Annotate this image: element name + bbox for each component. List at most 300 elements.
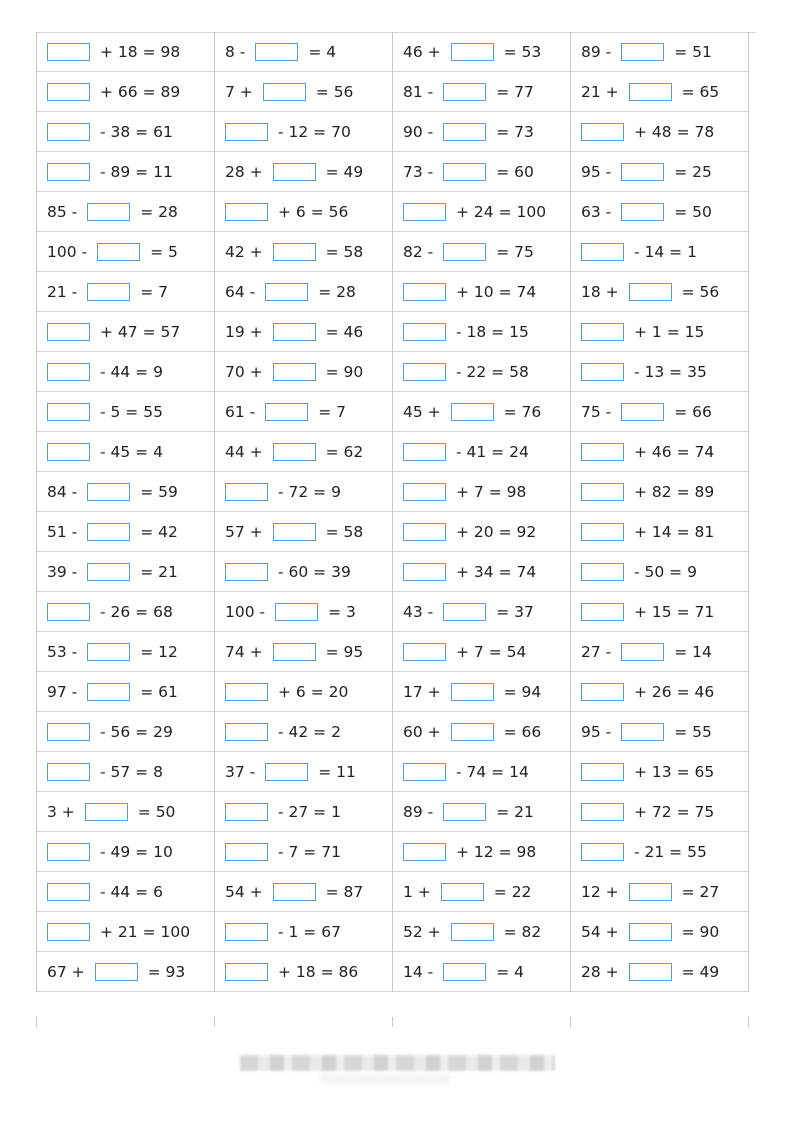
answer-box[interactable]	[403, 523, 446, 541]
answer-box[interactable]	[87, 563, 130, 581]
problem-cell	[571, 272, 749, 312]
answer-box[interactable]	[581, 843, 624, 861]
problem-prefix: 14 -	[403, 962, 434, 981]
answer-box[interactable]	[581, 243, 624, 261]
problem-suffix: = 82	[503, 922, 542, 941]
problem-suffix: = 58	[325, 522, 364, 541]
answer-box[interactable]	[87, 283, 130, 301]
problem-prefix: 28 +	[225, 162, 263, 181]
problem-prefix: 100 -	[225, 602, 266, 621]
answer-box[interactable]	[403, 763, 446, 781]
answer-box[interactable]	[85, 803, 128, 821]
problem-suffix: + 48 = 78	[634, 122, 715, 141]
answer-box[interactable]	[403, 843, 446, 861]
problem-suffix: = 59	[140, 482, 178, 501]
problem-cell	[37, 192, 215, 232]
answer-box[interactable]	[273, 443, 316, 461]
answer-box[interactable]	[225, 683, 268, 701]
problem-suffix: = 22	[493, 882, 532, 901]
answer-box[interactable]	[451, 923, 494, 941]
problem-cell	[37, 272, 215, 312]
problem-cell	[215, 352, 393, 392]
problem-cell	[37, 592, 215, 632]
answer-box[interactable]	[581, 523, 624, 541]
problem-prefix: 60 +	[403, 722, 441, 741]
problem-cell	[215, 472, 393, 512]
problem-cell	[37, 32, 215, 72]
problem-suffix: = 73	[496, 122, 534, 141]
answer-box[interactable]	[443, 603, 486, 621]
problem-suffix: - 42 = 2	[278, 722, 341, 741]
problem-cell	[37, 552, 215, 592]
answer-box[interactable]	[403, 563, 446, 581]
problem-suffix: - 5 = 55	[100, 402, 163, 421]
answer-box[interactable]	[275, 603, 318, 621]
answer-box[interactable]	[443, 83, 486, 101]
answer-box[interactable]	[225, 723, 268, 741]
problem-suffix: + 15 = 71	[634, 602, 715, 621]
answer-box[interactable]	[225, 563, 268, 581]
problem-cell	[37, 72, 215, 112]
problem-prefix: 82 -	[403, 242, 434, 261]
problem-cell	[393, 952, 571, 992]
problem-suffix: = 46	[325, 322, 364, 341]
answer-box[interactable]	[47, 843, 90, 861]
problem-cell	[37, 352, 215, 392]
problem-suffix: - 38 = 61	[100, 122, 173, 141]
answer-box[interactable]	[403, 283, 446, 301]
problem-cell	[215, 272, 393, 312]
problem-prefix: 28 +	[581, 962, 619, 981]
tail-col	[571, 1017, 749, 1027]
problem-cell	[215, 752, 393, 792]
problem-cell	[393, 832, 571, 872]
problem-suffix: = 37	[496, 602, 534, 621]
problem-prefix: 84 -	[47, 482, 78, 501]
problem-suffix: = 42	[140, 522, 178, 541]
problem-prefix: 52 +	[403, 922, 441, 941]
problem-prefix: 90 -	[403, 122, 434, 141]
problem-prefix: 81 -	[403, 82, 434, 101]
problem-suffix: - 27 = 1	[278, 802, 341, 821]
answer-box[interactable]	[621, 403, 664, 421]
problem-suffix: = 90	[325, 362, 364, 381]
answer-box[interactable]	[403, 643, 446, 661]
problem-cell	[393, 552, 571, 592]
answer-box[interactable]	[581, 603, 624, 621]
problem-suffix: = 56	[315, 82, 354, 101]
problem-cell	[393, 472, 571, 512]
problem-cell	[37, 312, 215, 352]
answer-box[interactable]	[451, 403, 494, 421]
problem-cell	[393, 392, 571, 432]
answer-box[interactable]	[87, 483, 130, 501]
answer-box[interactable]	[581, 323, 624, 341]
tail-col	[37, 1017, 215, 1027]
problem-cell	[393, 72, 571, 112]
answer-box[interactable]	[225, 483, 268, 501]
answer-box[interactable]	[581, 763, 624, 781]
problem-cell	[571, 72, 749, 112]
problem-suffix: + 18 = 98	[100, 42, 181, 61]
problem-suffix: = 21	[496, 802, 534, 821]
blurred-watermark-shadow	[320, 1074, 450, 1084]
problem-cell	[215, 792, 393, 832]
answer-box[interactable]	[47, 163, 90, 181]
grid-continuation	[36, 1017, 749, 1027]
problem-suffix: + 1 = 15	[634, 322, 705, 341]
problem-cell	[571, 232, 749, 272]
problem-suffix: + 47 = 57	[100, 322, 181, 341]
answer-box[interactable]	[273, 163, 316, 181]
answer-box[interactable]	[265, 403, 308, 421]
problem-suffix: - 13 = 35	[634, 362, 707, 381]
problem-suffix: - 12 = 70	[278, 122, 351, 141]
problem-prefix: 39 -	[47, 562, 78, 581]
problem-prefix: 37 -	[225, 762, 256, 781]
problem-cell	[37, 952, 215, 992]
problem-suffix: + 10 = 74	[456, 282, 537, 301]
answer-box[interactable]	[225, 923, 268, 941]
problem-suffix: = 53	[503, 42, 542, 61]
answer-box[interactable]	[87, 203, 130, 221]
problem-suffix: = 5	[150, 242, 178, 261]
worksheet	[36, 32, 748, 992]
answer-box[interactable]	[47, 323, 90, 341]
problem-prefix: 21 +	[581, 82, 619, 101]
problem-cell	[215, 952, 393, 992]
problem-suffix: + 21 = 100	[100, 922, 191, 941]
answer-box[interactable]	[47, 123, 90, 141]
problem-suffix: - 50 = 9	[634, 562, 697, 581]
problem-prefix: 89 -	[581, 42, 612, 61]
answer-box[interactable]	[47, 763, 90, 781]
answer-box[interactable]	[47, 723, 90, 741]
problem-suffix: = 12	[140, 642, 178, 661]
answer-box[interactable]	[629, 283, 672, 301]
problem-cell	[571, 152, 749, 192]
problem-suffix: - 72 = 9	[278, 482, 341, 501]
answer-box[interactable]	[621, 723, 664, 741]
problem-cell	[393, 232, 571, 272]
problem-suffix: = 87	[325, 882, 364, 901]
problem-cell	[37, 912, 215, 952]
problem-suffix: - 22 = 58	[456, 362, 529, 381]
problem-cell	[571, 712, 749, 752]
problem-suffix: = 50	[137, 802, 176, 821]
problem-cell	[215, 72, 393, 112]
answer-box[interactable]	[265, 283, 308, 301]
answer-box[interactable]	[255, 43, 298, 61]
problem-suffix: = 25	[674, 162, 712, 181]
problem-suffix: + 7 = 54	[456, 642, 527, 661]
answer-box[interactable]	[97, 243, 140, 261]
problem-cell	[393, 632, 571, 672]
problem-cell	[393, 712, 571, 752]
answer-box[interactable]	[629, 883, 672, 901]
problem-suffix: - 41 = 24	[456, 442, 529, 461]
problem-cell	[393, 352, 571, 392]
answer-box[interactable]	[87, 683, 130, 701]
problem-suffix: = 90	[681, 922, 720, 941]
answer-box[interactable]	[263, 83, 306, 101]
problem-suffix: = 49	[325, 162, 364, 181]
answer-box[interactable]	[403, 203, 446, 221]
problem-suffix: - 74 = 14	[456, 762, 529, 781]
problem-prefix: 7 +	[225, 82, 253, 101]
problem-suffix: = 66	[503, 722, 542, 741]
problem-suffix: - 7 = 71	[278, 842, 341, 861]
problem-suffix: = 4	[496, 962, 525, 981]
problem-suffix: + 34 = 74	[456, 562, 537, 581]
problem-suffix: = 27	[681, 882, 720, 901]
problem-prefix: 17 +	[403, 682, 441, 701]
answer-box[interactable]	[403, 483, 446, 501]
problem-cell	[37, 752, 215, 792]
problem-suffix: = 76	[503, 402, 542, 421]
answer-box[interactable]	[47, 923, 90, 941]
answer-box[interactable]	[621, 163, 664, 181]
blurred-watermark	[240, 1055, 555, 1071]
problem-suffix: = 7	[318, 402, 347, 421]
answer-box[interactable]	[225, 843, 268, 861]
problem-cell	[393, 432, 571, 472]
problem-cell	[393, 152, 571, 192]
answer-box[interactable]	[581, 803, 624, 821]
problem-cell	[215, 552, 393, 592]
problem-cell	[393, 512, 571, 552]
problem-cell	[215, 672, 393, 712]
answer-box[interactable]	[403, 363, 446, 381]
problem-cell	[215, 832, 393, 872]
problem-suffix: - 44 = 6	[100, 882, 163, 901]
problem-prefix: 67 +	[47, 962, 85, 981]
answer-box[interactable]	[443, 803, 486, 821]
problem-prefix: 44 +	[225, 442, 263, 461]
problem-cell	[571, 952, 749, 992]
answer-box[interactable]	[95, 963, 138, 981]
answer-box[interactable]	[87, 643, 130, 661]
problem-suffix: + 12 = 98	[456, 842, 537, 861]
problem-suffix: = 58	[325, 242, 364, 261]
problem-suffix: = 49	[681, 962, 720, 981]
problem-suffix: - 26 = 68	[100, 602, 173, 621]
problem-prefix: 3 +	[47, 802, 75, 821]
problem-cell	[571, 432, 749, 472]
answer-box[interactable]	[265, 763, 308, 781]
problem-prefix: 27 -	[581, 642, 612, 661]
problem-grid	[36, 32, 748, 992]
problem-prefix: 100 -	[47, 242, 88, 261]
problem-prefix: 54 +	[581, 922, 619, 941]
problem-cell	[393, 112, 571, 152]
answer-box[interactable]	[273, 643, 316, 661]
problem-cell	[571, 832, 749, 872]
problem-cell	[571, 312, 749, 352]
problem-suffix: - 89 = 11	[100, 162, 173, 181]
answer-box[interactable]	[581, 363, 624, 381]
answer-box[interactable]	[225, 963, 268, 981]
answer-box[interactable]	[629, 83, 672, 101]
problem-cell	[37, 832, 215, 872]
answer-box[interactable]	[87, 523, 130, 541]
problem-prefix: 73 -	[403, 162, 434, 181]
answer-box[interactable]	[225, 803, 268, 821]
answer-box[interactable]	[629, 963, 672, 981]
problem-suffix: + 24 = 100	[456, 202, 547, 221]
answer-box[interactable]	[273, 883, 316, 901]
answer-box[interactable]	[581, 123, 624, 141]
problem-prefix: 74 +	[225, 642, 263, 661]
problem-cell	[37, 872, 215, 912]
problem-suffix: = 21	[140, 562, 178, 581]
problem-suffix: + 6 = 20	[278, 682, 349, 701]
problem-cell	[571, 552, 749, 592]
problem-suffix: + 18 = 86	[278, 962, 359, 981]
problem-cell	[37, 392, 215, 432]
problem-suffix: - 1 = 67	[278, 922, 341, 941]
answer-box[interactable]	[403, 443, 446, 461]
problem-cell	[571, 592, 749, 632]
problem-cell	[393, 312, 571, 352]
answer-box[interactable]	[47, 603, 90, 621]
problem-cell	[571, 672, 749, 712]
answer-box[interactable]	[47, 43, 90, 61]
problem-cell	[215, 32, 393, 72]
problem-cell	[37, 712, 215, 752]
answer-box[interactable]	[47, 443, 90, 461]
problem-suffix: + 6 = 56	[278, 202, 349, 221]
problem-prefix: 53 -	[47, 642, 78, 661]
problem-prefix: 57 +	[225, 522, 263, 541]
answer-box[interactable]	[441, 883, 484, 901]
problem-cell	[571, 352, 749, 392]
problem-suffix: = 51	[674, 42, 712, 61]
answer-box[interactable]	[443, 123, 486, 141]
problem-cell	[393, 672, 571, 712]
answer-box[interactable]	[47, 363, 90, 381]
problem-cell	[571, 472, 749, 512]
problem-cell	[37, 152, 215, 192]
answer-box[interactable]	[225, 203, 268, 221]
problem-suffix: = 94	[503, 682, 542, 701]
answer-box[interactable]	[47, 403, 90, 421]
answer-box[interactable]	[621, 643, 664, 661]
answer-box[interactable]	[621, 203, 664, 221]
problem-cell	[37, 672, 215, 712]
problem-cell	[215, 392, 393, 432]
problem-suffix: - 18 = 15	[456, 322, 529, 341]
tail-col	[393, 1017, 571, 1027]
problem-cell	[215, 712, 393, 752]
problem-prefix: 97 -	[47, 682, 78, 701]
problem-cell	[215, 232, 393, 272]
problem-cell	[37, 632, 215, 672]
problem-suffix: - 21 = 55	[634, 842, 707, 861]
problem-cell	[37, 512, 215, 552]
problem-suffix: = 56	[681, 282, 720, 301]
problem-cell	[215, 432, 393, 472]
answer-box[interactable]	[273, 523, 316, 541]
problem-cell	[393, 272, 571, 312]
problem-suffix: = 75	[496, 242, 534, 261]
answer-box[interactable]	[443, 163, 486, 181]
answer-box[interactable]	[621, 43, 664, 61]
problem-prefix: 75 -	[581, 402, 612, 421]
problem-suffix: = 3	[328, 602, 356, 621]
problem-cell	[215, 632, 393, 672]
problem-cell	[571, 632, 749, 672]
problem-suffix: = 14	[674, 642, 712, 661]
answer-box[interactable]	[451, 723, 494, 741]
problem-suffix: = 7	[140, 282, 169, 301]
problem-prefix: 70 +	[225, 362, 263, 381]
problem-suffix: + 7 = 98	[456, 482, 527, 501]
problem-cell	[37, 472, 215, 512]
answer-box[interactable]	[451, 683, 494, 701]
answer-box[interactable]	[581, 683, 624, 701]
answer-box[interactable]	[47, 883, 90, 901]
problem-suffix: = 93	[147, 962, 186, 981]
problem-cell	[571, 792, 749, 832]
problem-suffix: = 95	[325, 642, 364, 661]
problem-prefix: 19 +	[225, 322, 263, 341]
answer-box[interactable]	[443, 963, 486, 981]
answer-box[interactable]	[581, 563, 624, 581]
problem-suffix: + 82 = 89	[634, 482, 715, 501]
answer-box[interactable]	[225, 123, 268, 141]
answer-box[interactable]	[273, 323, 316, 341]
answer-box[interactable]	[629, 923, 672, 941]
problem-suffix: - 45 = 4	[100, 442, 163, 461]
answer-box[interactable]	[451, 43, 494, 61]
answer-box[interactable]	[581, 483, 624, 501]
problem-suffix: + 14 = 81	[634, 522, 715, 541]
problem-prefix: 54 +	[225, 882, 263, 901]
problem-prefix: 89 -	[403, 802, 434, 821]
answer-box[interactable]	[581, 443, 624, 461]
problem-suffix: = 28	[318, 282, 356, 301]
answer-box[interactable]	[443, 243, 486, 261]
problem-prefix: 46 +	[403, 42, 441, 61]
problem-suffix: = 50	[674, 202, 712, 221]
problem-prefix: 21 -	[47, 282, 78, 301]
problem-prefix: 42 +	[225, 242, 263, 261]
answer-box[interactable]	[403, 323, 446, 341]
problem-cell	[215, 312, 393, 352]
problem-prefix: 85 -	[47, 202, 78, 221]
problem-prefix: 51 -	[47, 522, 78, 541]
answer-box[interactable]	[273, 363, 316, 381]
problem-suffix: + 20 = 92	[456, 522, 537, 541]
answer-box[interactable]	[273, 243, 316, 261]
problem-prefix: 1 +	[403, 882, 431, 901]
problem-cell	[215, 512, 393, 552]
problem-suffix: - 60 = 39	[278, 562, 351, 581]
problem-suffix: + 46 = 74	[634, 442, 715, 461]
problem-suffix: = 60	[496, 162, 534, 181]
problem-prefix: 18 +	[581, 282, 619, 301]
problem-suffix: + 66 = 89	[100, 82, 181, 101]
problem-prefix: 61 -	[225, 402, 256, 421]
problem-cell	[571, 912, 749, 952]
problem-cell	[571, 872, 749, 912]
problem-cell	[393, 592, 571, 632]
problem-cell	[215, 192, 393, 232]
answer-box[interactable]	[47, 83, 90, 101]
problem-cell	[215, 912, 393, 952]
problem-prefix: 95 -	[581, 722, 612, 741]
